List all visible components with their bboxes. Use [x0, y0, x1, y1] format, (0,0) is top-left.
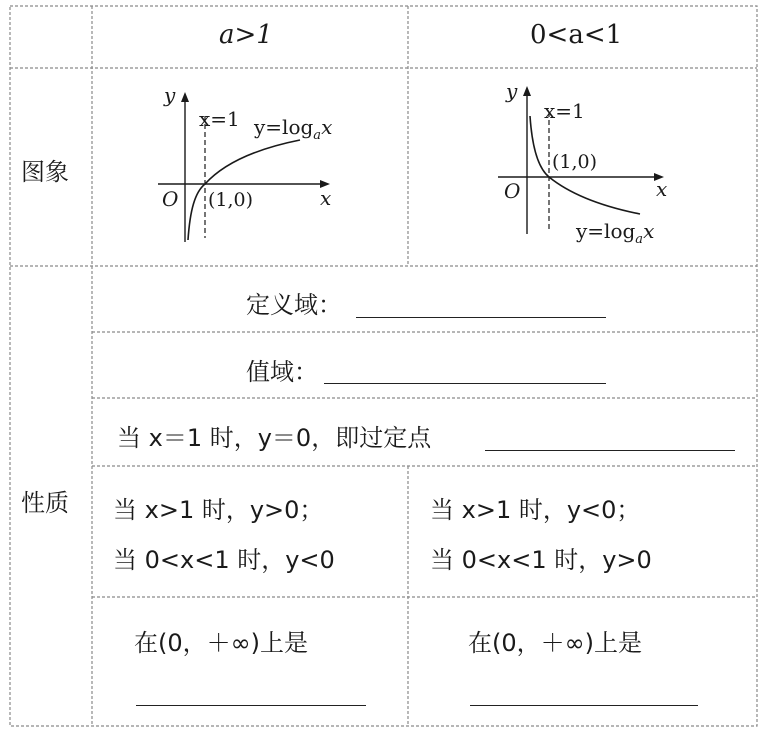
col1-monotonic-text: 在(0，＋∞)上是 — [134, 629, 308, 657]
range-label: 值域： — [246, 358, 318, 386]
col1-sign-line2: 当 0<x<1 时，y<0 — [113, 546, 335, 574]
header-a-between-0-1: 0<a<1 — [530, 20, 623, 50]
row-label-graph: 图象 — [21, 158, 69, 186]
point-label: (1,0) — [208, 189, 254, 211]
col1-sign-line1: 当 x>1 时，y>0； — [113, 496, 324, 524]
col2-sign-line2: 当 0<x<1 时，y>0 — [430, 546, 652, 574]
domain-blank[interactable] — [356, 317, 606, 318]
header-a-greater-1: a>1 — [219, 20, 273, 50]
point-label: (1,0) — [552, 151, 598, 173]
y-axis-label: y — [506, 79, 518, 103]
row-label-properties: 性质 — [21, 489, 69, 517]
y-axis-arrow-icon — [523, 86, 531, 96]
origin-label: O — [162, 187, 179, 211]
col2-sign-line1: 当 x>1 时，y<0； — [430, 496, 641, 524]
asymptote-label: x=1 — [544, 99, 585, 123]
curve-label: $y=\log_ax$ — [254, 115, 333, 143]
fixed-point-blank[interactable] — [485, 450, 735, 451]
x-axis-label: x — [320, 186, 332, 210]
range-blank[interactable] — [324, 383, 606, 384]
asymptote-label: x=1 — [199, 107, 240, 131]
graph-decreasing-log — [490, 76, 690, 251]
graph-increasing-log — [150, 80, 370, 250]
fixed-point-text: 当 x＝1 时，y＝0，即过定点 — [117, 424, 432, 452]
col1-monotonic-blank[interactable] — [136, 705, 366, 706]
y-axis-arrow-icon — [181, 92, 189, 102]
y-axis-label: y — [164, 83, 176, 107]
col2-monotonic-blank[interactable] — [470, 705, 698, 706]
curve-label: $y=\log_ax$ — [576, 219, 655, 247]
origin-label: O — [504, 179, 521, 203]
col2-monotonic-text: 在(0，＋∞)上是 — [468, 629, 642, 657]
x-axis-label: x — [656, 177, 668, 201]
domain-label: 定义域： — [246, 291, 342, 319]
